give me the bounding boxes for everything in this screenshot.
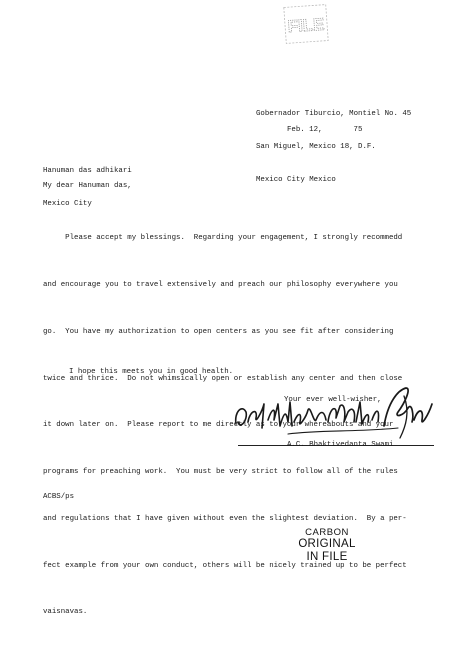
- carbon-stamp-line: ORIGINAL: [298, 538, 356, 550]
- address-line: San Miguel, Mexico 18, D.F.: [256, 143, 376, 151]
- sender-address: [256, 87, 411, 208]
- body-line: programs for preaching work. You must be very strict to follow all of the rules: [43, 468, 398, 477]
- salutation: My dear Hanuman das,: [43, 182, 132, 190]
- file-stamp: [283, 3, 330, 46]
- body-line: fect example from your own conduct, others will be nicely trained up to be perfect: [43, 561, 407, 570]
- carbon-stamp-line: IN FILE: [306, 551, 348, 563]
- signer-name: A.C. Bhaktivedanta Swami: [287, 441, 394, 449]
- body-line: and regulations that I have given without even the slightest deviation. By a per-: [43, 514, 407, 523]
- body-line: go. You have my authorization to open centers as you see fit after considering: [43, 327, 394, 336]
- recipient-name: Hanuman das adhikari: [43, 167, 132, 175]
- carbon-stamp: [282, 527, 372, 564]
- valediction: Your ever well-wisher,: [284, 396, 382, 404]
- address-line: Gobernador Tiburcio, Montiel No. 45: [256, 110, 412, 118]
- svg-text:FILE: FILE: [287, 14, 326, 37]
- handwritten-signature: [228, 382, 438, 442]
- recipient-city: Mexico City: [43, 200, 92, 208]
- address-line: Mexico City Mexico: [256, 176, 336, 184]
- letter-date: Feb. 12, 75: [287, 126, 363, 134]
- closing-line: I hope this meets you in good health.: [69, 368, 234, 376]
- body-line: and encourage you to travel extensively and preach our philosophy everywhere you: [43, 280, 398, 289]
- body-line: Please accept my blessings. Regarding your engagement, I strongly recommedd: [43, 234, 403, 243]
- carbon-stamp-line: CARBON: [305, 527, 349, 538]
- body-line: it down later on. Please report to me directly as to your whereabouts and your: [43, 421, 394, 430]
- typist-initials: ACBS/ps: [43, 493, 75, 501]
- body-line: twice and thrice. Do not whimsically open or establish any center and then close: [43, 374, 403, 383]
- body-line: vaisnavas.: [43, 608, 88, 617]
